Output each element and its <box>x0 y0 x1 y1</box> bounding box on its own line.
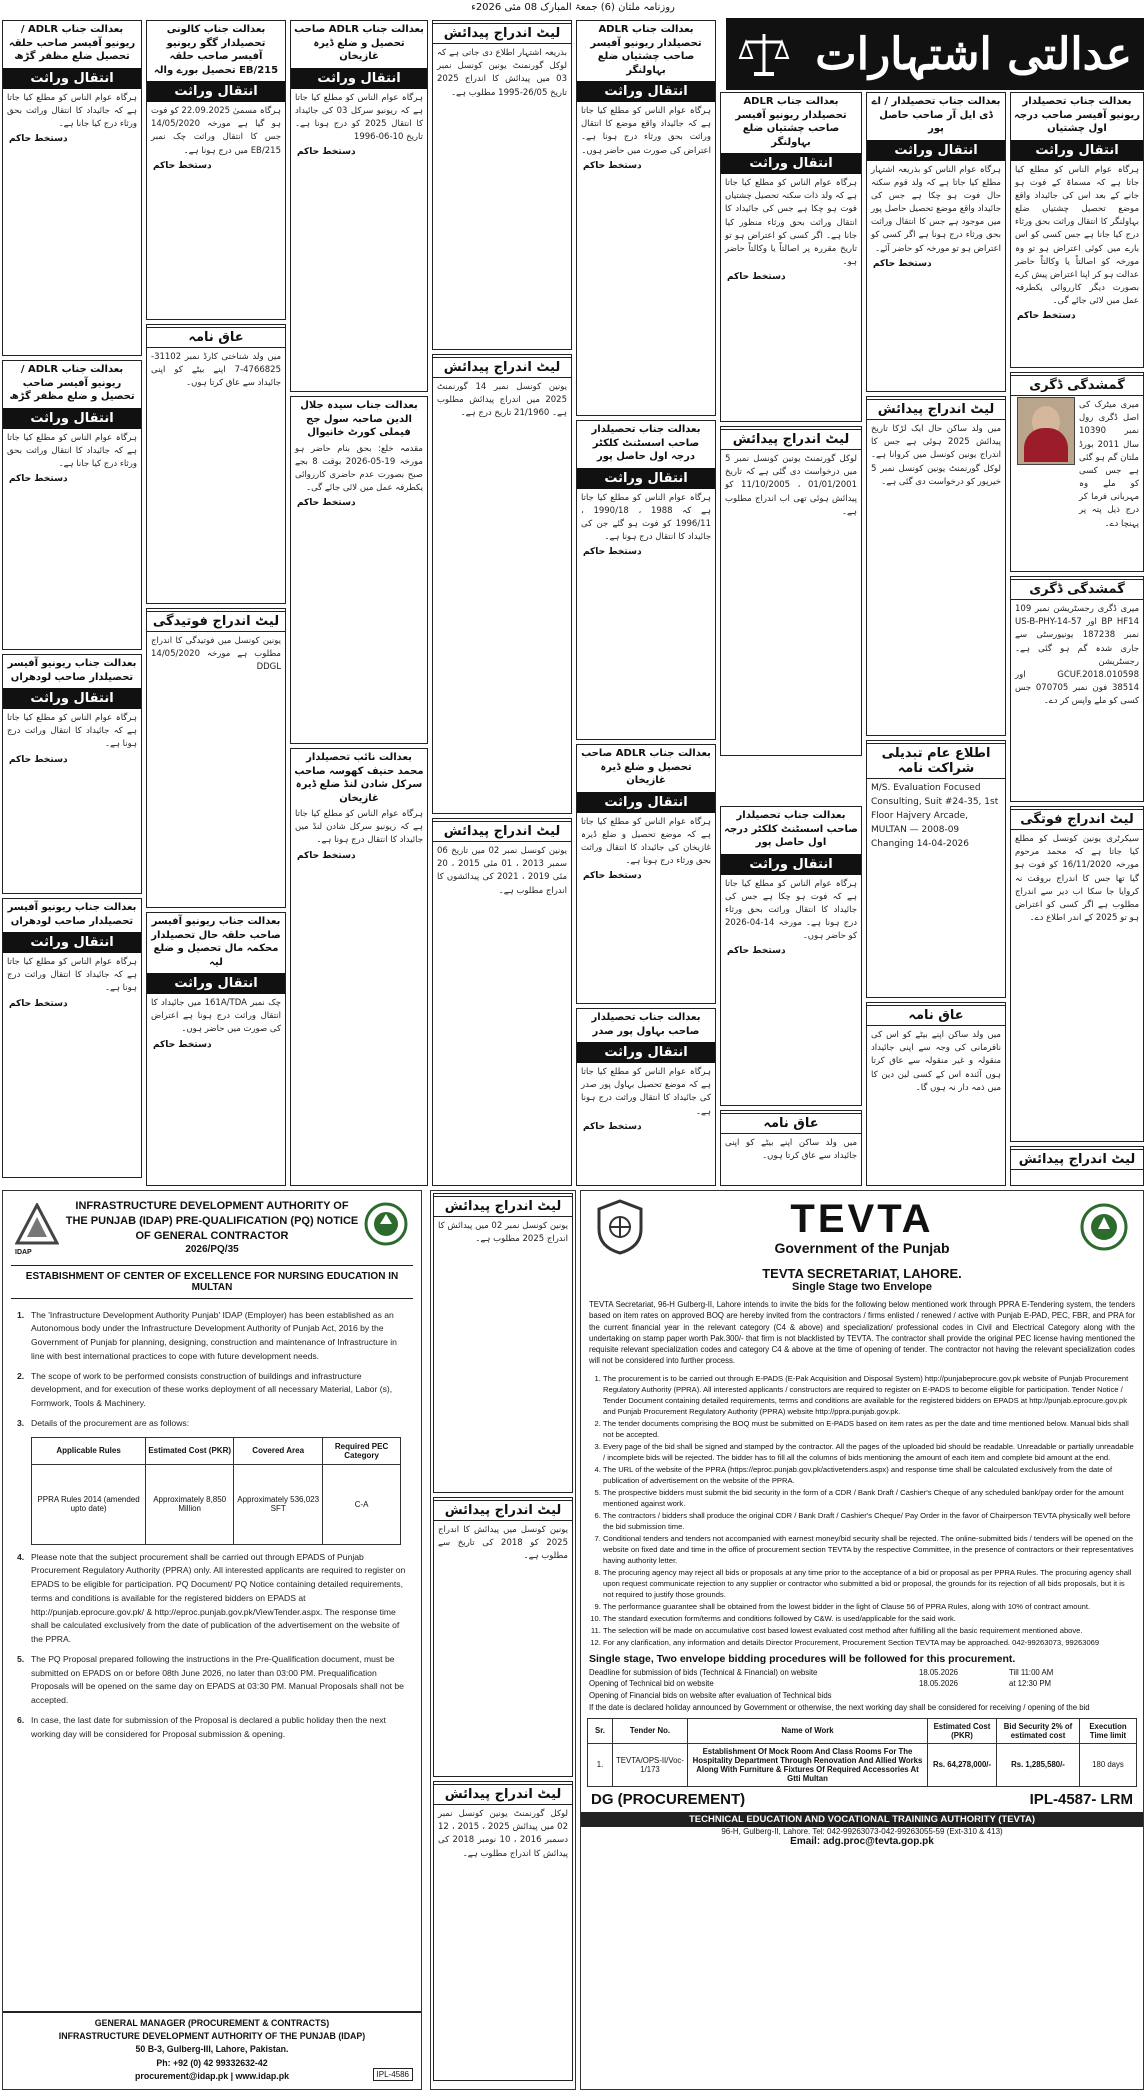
idap-logo-label: IDAP <box>15 1249 32 1256</box>
ad-body: ہرگاہ عوام الناس کو مطلع کیا جاتا ہے کہ جائیداد کا انتقال وراثت بحق ورثاء درج کیا جانا ہے۔ <box>7 92 137 129</box>
tevta-address: 96-H, Gulberg-II, Lahore. Tel: 042-99263073-042-99263055-59 (Ext-310 & 413) <box>721 1826 1003 1836</box>
table-cell: Establishment Of Mock Room And Class Rooms For The Hospitality Department Through Renovation And Allied Works Along With Furniture & Fixtures Of Required Accessories At Gtti Multan <box>688 1743 928 1786</box>
table-cell: Approximately 8,850 Million <box>146 1464 234 1544</box>
ad-heading: لیٹ اندراج فوتیدگی <box>147 611 285 632</box>
ad-court: بعدالت جناب ریونیو آفیسر تحصیلدار صاحب لودھراں <box>7 658 137 683</box>
idap-para-5: 5. The PQ Proposal prepared following the instructions in the Pre-Qualification document, must be submitted on EPADS on or before 08th June 2026, no later than 03:00 PM. Prequalification Proposals will be opened on the same day on EPADS at 03:30 PM. Manual Proposals shall not be accepted. <box>17 1653 404 1706</box>
idap-notice-number: 2026/PQ/35 <box>185 1243 239 1255</box>
tevta-signatory <box>591 1791 1133 1808</box>
legal-ad <box>576 744 716 1004</box>
ad-signature: دستخط حاکم <box>9 474 68 485</box>
table-header: Bid Security 2% of estimated cost <box>997 1718 1080 1743</box>
missing-person-photo <box>1017 397 1075 465</box>
ad-court: بعدالت جناب ریونیو آفیسر تحصیلدار صاحب لودھراں <box>7 902 137 927</box>
legal-ad <box>1010 576 1144 802</box>
ad-heading: عاق نامہ <box>147 327 285 348</box>
legal-ad <box>2 1180 142 1188</box>
table-cell: 1. <box>588 1743 613 1786</box>
ad-court: بعدالت نائب تحصیلدار محمد حنیف کھوسہ صاحب سرکل شادن لنڈ ضلع ڈیرہ غازیخان <box>294 752 424 804</box>
ad-court: بعدالت جناب تحصیلدار صاحب بہاول پور صدر <box>591 1012 701 1037</box>
ad-court: بعدالت جناب تحصیلدار ریونیو آفیسر صاحب درجہ اول چشتیاں <box>1014 96 1140 134</box>
table-header: Execution Time limit <box>1080 1718 1137 1743</box>
legal-ad <box>2 20 142 356</box>
ad-court: بعدالت جناب تحصیلدار / اے ڈی ایل آر صاحب حاصل پور <box>871 96 1001 134</box>
ad-signature: دستخط حاکم <box>873 258 932 269</box>
legal-ad <box>720 806 862 1106</box>
punjab-govt-emblem-icon <box>1079 1199 1129 1255</box>
legal-ad <box>146 324 286 604</box>
ad-body: میں ولد ساکن اپنے بیٹے کو اس کی نافرمانی کی وجہ سے اپنی جائیداد منقولہ و غیر منقولہ سے عاق کرتا ہوں آئندہ اس کے کسی لین دین کا میں ذمہ دار نہ ہوں گا۔ <box>871 1030 1001 1093</box>
idap-para-4-text: Please note that the subject procurement shall be carried out through EPADS of Punjab Procurement Regulatory Authority (PPRA) only. All interested applicants are required to register on EPADS to be eligible for participation. PQ Document/ PQ Notice containing detailed requirements, terms and conditions is available for the registered bidders on EPADS at http://punjab.eprocure.gov.pk/ & http://eproc.punjab.gov.pk/ViewTender.aspx. The response time shall be calculated exclusively from the date of publication of the advertisement on the website of the PPRA. <box>31 1551 406 1645</box>
legal-ad <box>2 898 142 1178</box>
tevta-ipl-code: IPL-4587- LRM <box>1029 1790 1133 1808</box>
banner-title: عدالتی اشتہارات <box>815 28 1132 80</box>
ad-body: ہرگاہ عوام الناس کو مطلع کیا جاتا ہے کہ جائیداد واقع موضع کا انتقال وراثت بحق ورثاء درج ہونا ہے۔ اعتراض کی صورت میں حاضر ہوں۔ <box>581 106 711 156</box>
list-item: 8. The procuring agency may reject all bids or proposals at any time prior to the acceptance of a bid or proposal as per PPRA Rules. The procuring agency shall upon request communicate rejection to any supplier or contractor who submitted a bid or proposal, the grounds for its rejection of all bids proposals, but it is not required to justify those grounds. <box>603 1567 1135 1600</box>
list-item: 6. The contractors / bidders shall produce the original CDR / Bank Draft / Cashier's Cheque/ Pay Order in the favor of Chairperson TEVTA physically well before the bid submission time. <box>603 1510 1135 1532</box>
ad-signature: دستخط حاکم <box>153 160 212 171</box>
ad-court: بعدالت جناب ADLR صاحب تحصیل و ضلع ڈیرہ غازیخان <box>581 748 711 786</box>
legal-ad <box>2 360 142 650</box>
list-item: 9. The performance guarantee shall be obtained from the lowest bidder in the light of Clause 56 of PPRA Rules, along with 10% of contract amount. <box>603 1601 1135 1612</box>
ad-signature: دستخط حاکم <box>297 147 356 158</box>
table-header: Required PEC Category <box>323 1437 401 1464</box>
table-header: Covered Area <box>234 1437 323 1464</box>
ad-court: بعدالت جناب ADLR تحصیلدار ریونیو آفیسر صاحب چشتیاں ضلع بہاولنگر <box>590 24 702 76</box>
legal-ad <box>433 1193 573 1493</box>
ad-signature: دستخط حاکم <box>583 547 642 558</box>
tevta-conditions-list <box>603 1373 1135 1648</box>
legal-ad <box>432 354 572 814</box>
middle-ads-column <box>430 1190 576 2090</box>
ad-heading: لیٹ اندراج پیدائش <box>1011 1149 1143 1170</box>
ad-signature: دستخط حاکم <box>297 850 356 861</box>
ad-body: ہرگاہ عوام الناس کو مطلع کیا جاتا ہے کہ جائیداد کا انتقال وراثت درج ہونا ہے۔ <box>7 957 137 994</box>
table-cell: C-A <box>323 1464 401 1544</box>
ad-heading: لیٹ اندراج پیدائش <box>433 821 571 842</box>
schedule-label: Deadline for submission of bids (Technical & Financial) on website <box>589 1667 818 1677</box>
ad-heading: لیٹ اندراج پیدائش <box>434 1196 572 1217</box>
ad-body: M/S. Evaluation Focused Consulting, Suit #24-35, 1st Floor Hajvery Arcade, MULTAN — 2008-09 Changing 14-04-2026 <box>871 783 999 849</box>
legal-ad <box>146 608 286 908</box>
ad-body: ہرگاہ عوام الناس کو مطلع کیا جاتا ہے کہ جائیداد کا انتقال وراثت درج ہونا ہے۔ <box>7 713 137 750</box>
table-cell: PPRA Rules 2014 (amended upto date) <box>32 1464 146 1544</box>
schedule-time: at 12:30 PM <box>1009 1679 1052 1689</box>
court-ads-banner <box>726 18 1144 90</box>
idap-logo-icon <box>15 1203 59 1247</box>
idap-footer-line: Ph: +92 (0) 42 99332632-42 <box>156 2057 268 2068</box>
ad-body: میں ولد ساکن اپنے بیٹے کو اپنی جائیداد سے عاق کرتا ہوں۔ <box>725 1138 857 1162</box>
ad-body: ہرگاہ عوام الناس کو مطلع کیا جاتا ہے کہ ریونیو سرکل 03 کی جائیداد کا انتقال 2025 کو درج ہونا ہے۔ تاریخ 10-06-1996 <box>295 92 423 143</box>
idap-footer-contact[interactable]: procurement@idap.pk | www.idap.pk <box>135 2070 289 2081</box>
legal-ad <box>866 1002 1006 1186</box>
tevta-intro: TEVTA Secretariat, 96-H Gulberg-II, Lahore intends to invite the bids for the following below mentioned work through PPRA E-Tendering system, the tenders based on item rates on approved BOQ are hereby invited from the contractors / firms enlisted / renewed / active with Punjab E-PAD, PEC, FBR, and PRA for the current financial year in the relevant category (C4 & above) and specialization/ professional codes in Civil and Electrical Category along with the undertaking on stamp paper worth Pak.300/- that firm is not blacklisted by TEVTA. The contractor shall provide the original PEC license having mentioned the requisite relevant specialization codes and category C4 & above at the time of opening of tender. The contractor not having the relevant specialization codes will not be considered into further process. <box>589 1300 1135 1366</box>
ad-signature: دستخط حاکم <box>727 272 786 283</box>
legal-ad <box>866 92 1006 392</box>
tevta-tender-notice <box>580 1190 1144 2090</box>
ad-body: ہرگاہ عوام الناس کو بذریعہ اشتہار مطلع کیا جاتا ہے کہ ولد قوم سکنہ حال فوت ہو چکا ہے جس کی جائیداد واقع موضع تحصیل حاصل پور میں موجود ہے جس کا انتقال وراثت بحق ورثاء درج ہونا ہے اگر کسی کو اعتراض ہو تو مورخہ کو حاضر آئے۔ <box>871 164 1001 254</box>
ad-body: میں ولد ساکن حال ایک لڑکا تاریخ پیدائش 2025 ہوئی ہے جس کا اندراج یونین کونسل میں کروانا ہے۔ لوکل گورنمنٹ یونین کونسل نمبر 5 خیرپور کو درخواست دی گئی ہے۔ <box>871 424 1001 487</box>
ad-body: ہرگاہ عوام الناس کو مطلع کیا جاتا ہے کہ مسماۃ کے فوت ہو جانے کے بعد اس کی جائیداد واقع موضع تحصیل چشتیاں ضلع بہاولنگر کا انتقال وراثت بحق ورثاء درج کیا جانا ہے جس کسی کو اس بارے میں کوئی اعتراض ہو تو وہ مورخہ کو اصالتاً یا وکالتاً حاضر عدالت ہو کر اپنا اعتراض پیش کرے بصورت دیگر کارروائی یکطرفہ عمل میں لائی جائے گی۔ <box>1015 164 1139 307</box>
legal-ad <box>576 20 716 416</box>
ad-court: بعدالت جناب کالونی تحصیلدار گگو ریونیو آفیسر صاحب حلقہ 215/EB تحصیل بورے والہ <box>153 24 279 76</box>
schedule-time: Till 11:00 AM <box>1009 1667 1054 1677</box>
ad-body: ہرگاہ عوام الناس کو مطلع کیا جاتا ہے کہ ولد ذات سکنہ تحصیل چشتیاں فوت ہو چکا ہے جس کی جائیداد کا انتقال وراثت بحق ورثاء منظور کیا جانا ہے۔ اگر کسی کو اعتراض ہو تو تاریخ مقررہ پر اصالتاً یا وکالتاً حاضر ہو۔ <box>725 178 857 268</box>
ad-heading: انتقال وراثت <box>147 81 285 102</box>
list-item: 11. The selection will be made on accumulative cost based lowest evaluated cost method after fulfilling all the basic requirement mentioned above. <box>603 1625 1135 1636</box>
tevta-government: Government of the Punjab <box>774 1240 950 1256</box>
list-item: 10. The standard execution form/terms and conditions followed by C&W. is used/applicable for the said work. <box>603 1613 1135 1624</box>
ad-heading: عاق نامہ <box>867 1005 1005 1026</box>
legal-ad <box>720 1110 862 1186</box>
ad-heading: انتقال وراثت <box>577 81 715 102</box>
ad-body: یونین کونسل میں فوتیدگی کا اندراج مطلوب ہے مورخہ 14/05/2020 DDGL <box>151 636 281 673</box>
schedule-label: Opening of Financial bids on website after evaluation of Technical bids <box>589 1691 832 1701</box>
ad-signature: دستخط حاکم <box>9 134 68 145</box>
tevta-schedule <box>589 1667 1135 1714</box>
ad-body: یونین کونسل نمبر 14 گورنمنٹ 2025 میں اندراج پیدائش مطلوب ہے۔ 21/1960 تاریخ درج ہے۔ <box>437 382 568 419</box>
idap-para-2-text: The scope of work to be performed consists construction of buildings and infrastructure development, and for execution of these works deployment of all necessary Material, Labor (s), Formwork, Tools & Machinery. <box>31 1370 393 1409</box>
idap-footer <box>3 2011 421 2089</box>
ad-body: یونین کونسل میں پیدائش کا اندراج 2025 کو 2018 کی تاریخ سے مطلوب ہے۔ <box>438 1525 568 1562</box>
schedule-note: If the date is declared holiday announced by Government or otherwise, the next working day shall be considered for receiving / opening of the bid <box>589 1702 1090 1712</box>
ad-court: بعدالت جناب ADLR صاحب تحصیل و ضلع ڈیرہ غازیخان <box>294 24 424 62</box>
idap-para-3-text: Details of the procurement are as follows: <box>31 1417 190 1428</box>
legal-ad <box>432 818 572 1186</box>
table-header: Estimated Cost (PKR) <box>146 1437 234 1464</box>
ad-heading: انتقال وراثت <box>867 140 1005 161</box>
tevta-tender-table <box>587 1718 1137 1787</box>
table-cell: Rs. 64,278,000/- <box>928 1743 997 1786</box>
idap-para-4: 4. Please note that the subject procurement shall be carried out through EPADS of Punjab Procurement Regulatory Authority (PPRA) only. All interested applicants are required to register on EPADS to be eligible for participation. PQ Document/ PQ Notice containing detailed requirements, terms and conditions is available for the registered bidders on EPADS at http://punjab.eprocure.gov.pk/ & http://eproc.punjab.gov.pk/ViewTender.aspx. The response time shall be calculated exclusively from the date of publication of the advertisement on the website of the PPRA. <box>17 1551 406 1645</box>
ad-court: بعدالت جناب تحصیلدار صاحب اسسٹنٹ کلکٹر درجہ اول حاصل پور <box>724 810 858 848</box>
legal-ad <box>290 20 428 392</box>
ad-heading: عاق نامہ <box>721 1113 861 1134</box>
table-header: Name of Work <box>688 1718 928 1743</box>
legal-ad <box>433 1497 573 1777</box>
legal-ad <box>146 912 286 1186</box>
list-item: 4. The URL of the website of the PPRA (https://eproc.punjab.gov.pk/activetenders.aspx) and response time shall be calculated exclusively from the date of publication of advertisement on the website of the PPRA. <box>603 1464 1135 1486</box>
ad-heading: اطلاع عام تبدیلی شراکت نامہ <box>867 743 1005 779</box>
ad-heading: گمشدگی ڈگری <box>1011 579 1143 600</box>
ad-signature: دستخط حاکم <box>9 754 68 765</box>
table-header: Estimated Cost (PKR) <box>928 1718 997 1743</box>
idap-procurement-table <box>31 1437 401 1545</box>
ad-heading: انتقال وراثت <box>577 792 715 813</box>
ad-heading: لیٹ اندراج پیدائش <box>433 357 571 378</box>
scales-of-justice-icon <box>738 28 790 80</box>
ad-heading: لیٹ اندراج پیدائش <box>433 23 571 44</box>
idap-ipl-code: IPL-4586 <box>373 2068 413 2081</box>
idap-para-6: 6. In case, the last date for submission of the Proposal is declared a public holiday then the next working day will be considered for Proposal submission & opening. <box>17 1714 386 1739</box>
ad-heading: لیٹ اندراج پیدائش <box>434 1784 572 1805</box>
ad-body: ہرگاہ مسمیٰ 22.09.2025 کو فوت ہو گیا ہے مورخہ 14/05/2020 جس کا انتقال وراثت چک نمبر 215/EB میں درج ہونا ہے۔ <box>151 106 281 156</box>
schedule-date: 18.05.2026 <box>919 1679 959 1689</box>
schedule-row <box>589 1678 1135 1690</box>
list-item: 12. For any clarification, any information and details Director Procurement, Procurement Section TEVTA may be approached. 042-99263073, 99263069 <box>603 1637 1135 1648</box>
ad-body: میں ولد شناختی کارڈ نمبر 31102-4766825-7 اپنے بیٹے کو اپنی جائیداد سے عاق کرتا ہوں۔ <box>151 352 281 389</box>
legal-ad <box>290 396 428 744</box>
legal-ad <box>432 20 572 350</box>
ad-body: ہرگاہ عوام الناس کو مطلع کیا جاتا ہے کہ موضع تحصیل بہاول پور صدر کی جائیداد کا انتقال وراثت درج ہونا ہے۔ <box>581 1067 711 1117</box>
ad-court: بعدالت جناب ADLR / ریونیو آفیسر صاحب تحصیل و ضلع مظفر گڑھ <box>9 364 135 402</box>
schedule-row <box>589 1667 1135 1679</box>
ad-heading: لیٹ اندراج فوتگی <box>1011 809 1143 830</box>
newspaper-dateline: روزنامہ ملتان (6) جمعۃ المبارک 08 مئی 2026ء <box>471 2 675 13</box>
legal-ad <box>146 20 286 320</box>
ad-body: ہرگاہ عوام الناس کو مطلع کیا جاتا ہے کہ موضع تحصیل و ضلع ڈیرہ غازیخان کی جائیداد کا انتقال وراثت بحق ورثاء درج ہونا ہے۔ <box>581 816 711 867</box>
legal-ad <box>1010 1146 1144 1186</box>
idap-para-2: 2. The scope of work to be performed consists construction of buildings and infrastructure development, and for execution of these works deployment of all necessary Material, Labor (s), Formwork, Tools & Machinery. <box>17 1370 393 1409</box>
tevta-procedure-heading: Single stage, Two envelope bidding procedures will be followed for this procurement. <box>589 1652 1016 1665</box>
ad-body: ہرگاہ عوام الناس کو مطلع کیا جاتا ہے کہ ریونیو سرکل شادن لنڈ میں جائیداد کا انتقال درج ہونا ہے۔ <box>295 809 423 846</box>
ad-court: بعدالت جناب ADLR / ریونیو آفیسر صاحب حلقہ تحصیل ضلع مظفر گڑھ <box>8 24 136 62</box>
ad-court: بعدالت جناب ADLR تحصیلدار ریونیو آفیسر صاحب چشتیاں ضلع بہاولنگر <box>735 96 847 148</box>
ad-heading: لیٹ اندراج پیدائش <box>721 429 861 450</box>
list-item: 5. The prospective bidders must submit the bid security in the form of a CDR / Bank Draft / Cashier's Cheque of any scheduled bank/pay order for the amount mentioned against work. <box>603 1487 1135 1509</box>
list-item: 2. The tender documents comprising the BOQ must be submitted on E-PADS based on item rates as per the date and time mentioned below. Manual bids shall not be accepted. <box>603 1418 1135 1440</box>
idap-para-6-text: In case, the last date for submission of the Proposal is declared a public holiday then the next working day will be considered for Proposal submission & opening. <box>31 1714 386 1739</box>
tevta-secretariat: TEVTA SECRETARIAT, LAHORE. <box>762 1266 962 1281</box>
table-cell: TEVTA/OPS-II/Voc-1/173 <box>613 1743 688 1786</box>
ad-signature: دستخط حاکم <box>1017 311 1076 322</box>
schedule-row <box>589 1690 1135 1702</box>
tevta-dg: DG (PROCUREMENT) <box>591 1790 746 1808</box>
legal-ad <box>290 748 428 1186</box>
idap-para-5-text: The PQ Proposal prepared following the instructions in the Pre-Qualification document, must be submitted on EPADS on or before 08th June 2026, no later than 03:00 PM. Prequalification Proposals will be opened on the same day on EPADS at 03:30 PM. Manual Proposals shall not be accepted. <box>31 1653 404 1706</box>
list-item: 7. Conditional tenders and tenders not accompanied with earnest money/bid security shall be rejected. The online-submitted bids / tenders will be opened on the website on fixed date and time in the office of procurement section TEVTA by the respective Committee, in the presence of contractors or their representatives having authority letter. <box>603 1533 1135 1566</box>
legal-ad <box>1010 92 1144 368</box>
schedule-date: 18.05.2026 <box>919 1667 959 1677</box>
ad-heading: انتقال وراثت <box>291 68 427 89</box>
legal-ad <box>576 420 716 740</box>
tevta-footer-band: TECHNICAL EDUCATION AND VOCATIONAL TRAINING AUTHORITY (TEVTA) <box>581 1812 1143 1827</box>
punjab-govt-emblem-icon <box>363 1201 409 1247</box>
ad-body: چک نمبر 161A/TDA میں جائیداد کا انتقال وراثت درج ہونا ہے اعتراض کی صورت میں حاضر ہوں۔ <box>151 998 281 1035</box>
ad-heading: انتقال وراثت <box>3 408 141 429</box>
legal-ad <box>2 654 142 894</box>
tevta-brand: TEVTA <box>790 1197 934 1241</box>
ad-signature: دستخط حاکم <box>9 998 68 1009</box>
idap-footer-line: GENERAL MANAGER (PROCUREMENT & CONTRACTS) <box>94 2018 330 2029</box>
legal-ad <box>1010 372 1144 572</box>
idap-para-3: 3. Details of the procurement are as follows: <box>17 1417 190 1428</box>
tevta-email[interactable]: Email: adg.proc@tevta.gop.pk <box>790 1835 934 1847</box>
schedule-label: Opening of Technical bid on website <box>589 1679 714 1689</box>
table-cell: 180 days <box>1080 1743 1137 1786</box>
table-header: Sr. <box>588 1718 613 1743</box>
ad-body: لوکل گورنمنٹ یونین کونسل نمبر 02 میں پیدائش 2025 ، 2015 ، 12 دسمبر 2016 ، 10 نومبر 2018 کی پیدائش کا اندراج مطلوب ہے۔ <box>438 1809 568 1859</box>
tevta-envelope-type: Single Stage two Envelope <box>792 1281 932 1293</box>
ad-signature: دستخط حاکم <box>583 160 642 171</box>
idap-footer-line: INFRASTRUCTURE DEVELOPMENT AUTHORITY OF THE PUNJAB (IDAP) <box>58 2031 366 2042</box>
ad-heading: انتقال وراثت <box>577 1042 715 1063</box>
ad-signature: دستخط حاکم <box>583 871 642 882</box>
ad-heading: انتقال وراثت <box>721 153 861 174</box>
idap-pq-notice <box>2 1190 422 2090</box>
ad-heading: انتقال وراثت <box>577 468 715 489</box>
ad-signature: دستخط حاکم <box>297 498 356 509</box>
ad-body: میری میٹرک کی اصل ڈگری رول نمبر 10390 سال 2011 بورڈ ملتان گم ہو گئی ہے جس کسی کو ملے وہ مہربانی فرما کر درج ذیل پتہ پر پہنچا دے۔ <box>1079 400 1139 529</box>
idap-para-1: 1. The 'Infrastructure Development Authority Punjab' IDAP (Employer) has been established as an Autonomous body under the Infrastructure Development Authority of Punjab Act, 2016 by the Government of Punjab for planning, designing, construction and maintenance of Infrastructure in line with best international practices to cope with future development needs. <box>17 1309 397 1361</box>
list-item: 1. The procurement is to be carried out through E-PADS (E-Pak Acquisition and Disposal System) http://punjabeprocure.gov.pk website of Punjab Procurement Regulatory Authority (PPRA). All interested applicants / constructors are required to register on E-PADS to become eligible for participation. Tender Notice / Tender Document containing detailed requirements, terms and conditions are available for the registered bidders on EPADS at http://punjab.eprocure.gov.pk and Punjab Procurement Regulatory Authority (PPRA) website http://ppra.punjab.gov.pk. <box>603 1373 1135 1417</box>
ad-heading: انتقال وراثت <box>147 973 285 994</box>
legal-ad <box>576 1008 716 1186</box>
ad-body: بذریعہ اشتہار اطلاع دی جاتی ہے کہ لوکل گورنمنٹ یونین کونسل نمبر 03 میں پیدائش کا اندراج 2025 تاریخ 26/05-1995 مطلوب ہے۔ <box>437 48 567 98</box>
table-header: Applicable Rules <box>32 1437 146 1464</box>
ad-body: یونین کونسل نمبر 02 میں تاریخ 06 سمبر 2013 ، 01 مئی 2015 ، 20 مئی 2019 ، 2021 کی پیدائشوں کا اندراج مطلوب ہے۔ <box>437 846 568 896</box>
ad-heading: انتقال وراثت <box>721 854 861 875</box>
table-cell: Approximately 536,023 SFT <box>234 1464 323 1544</box>
ad-heading: لیٹ اندراج پیدائش <box>434 1500 572 1521</box>
legal-ad <box>866 396 1006 736</box>
legal-ad <box>866 740 1006 998</box>
ad-court: بعدالت جناب سیدہ جلال الدین صاحبہ سول جج فیملی کورٹ خانیوال <box>300 400 418 438</box>
ad-signature: دستخط حاکم <box>153 1039 212 1050</box>
legal-ad <box>1010 806 1144 1142</box>
ad-body: لوکل گورنمنٹ یونین کونسل نمبر 5 میں درخواست دی گئی ہے کہ تاریخ 01/01/2001 ، 11/10/2005 کو پیدائش ہوئی تھی اب اندراج مطلوب ہے۔ <box>725 454 857 517</box>
ad-heading: گمشدگی ڈگری <box>1011 375 1143 396</box>
ad-signature: دستخط حاکم <box>727 946 786 957</box>
ad-body: یونین کونسل نمبر 02 میں پیدائش کا اندراج 2025 مطلوب ہے۔ <box>438 1221 568 1245</box>
idap-footer-line: 50 B-3, Gulberg-III, Lahore, Pakistan. <box>135 2044 289 2055</box>
ad-court: بعدالت جناب تحصیلدار صاحب اسسٹنٹ کلکٹر درجہ اول حاصل پور <box>591 424 701 462</box>
ad-heading: انتقال وراثت <box>1011 140 1143 161</box>
legal-ad <box>720 92 862 422</box>
idap-title: INFRASTRUCTURE DEVELOPMENT AUTHORITY OF THE PUNJAB (IDAP) PRE-QUALIFICATION (PQ) NOTICE OF GENERAL CONTRACTOR <box>65 1200 359 1242</box>
legal-ad <box>433 1781 573 2081</box>
table-cell: Rs. 1,285,580/- <box>997 1743 1080 1786</box>
ad-heading: انتقال وراثت <box>3 688 141 709</box>
ad-heading: انتقال وراثت <box>3 68 141 89</box>
ad-body: ہرگاہ عوام الناس کو مطلع کیا جاتا ہے کہ فوت ہو چکا ہے جس کی جائیداد کا انتقال وراثت بحق ورثاء درج ہونا ہے۔ مورخہ 14-04-2026 کو حاضر ہوں۔ <box>725 878 857 942</box>
tevta-logo-icon <box>595 1199 645 1255</box>
ad-body: میری ڈگری رجسٹریشن نمبر 109 BP HF14 اور 57-US-B-PHY-14 نمبر 187238 یونیورسٹی سے جاری شدہ گم ہو گئی ہے۔ رجسٹریشن 010598.GCUF.2018 اور 38514 فون نمبر 070705 جس کسی کو ملے واپس کر دے۔ <box>1015 604 1139 707</box>
legal-ad <box>720 426 862 756</box>
ad-body: سیکرٹری یونین کونسل کو مطلع کیا جاتا ہے کہ محمد مرحوم مورخہ 16/11/2020 کو فوت ہو گیا تھا جس کا اندراج بروقت نہ کروایا جا سکا اب دیر سے اندراج مطلوب ہے اگر کسی کو اعتراض ہو تو 2025 کے اندر اطلاع دے۔ <box>1015 834 1139 924</box>
idap-project-title: ESTABISHMENT OF CENTER OF EXCELLENCE FOR NURSING EDUCATION IN MULTAN <box>11 1265 413 1299</box>
ad-court: بعدالت جناب ریونیو آفیسر صاحب حلقہ حال تحصیلدار محکمہ مال تحصیل و ضلع لیہ <box>151 916 281 968</box>
ad-signature: دستخط حاکم <box>583 1121 642 1132</box>
table-header: Tender No. <box>613 1718 688 1743</box>
ad-heading: لیٹ اندراج پیدائش <box>867 399 1005 420</box>
list-item: 3. Every page of the bid shall be signed and stamped by the contractor. All the pages of the uploaded bid should be readable. Unreadable or partially unreadable / incomplete bids will be rejected. The bidder has to fill all the columns of bids mentioning the amount of each item and complete bid amount at the end. <box>603 1441 1135 1463</box>
ad-body: مقدمہ خلع: بحق بنام حاضر ہو مورخہ 19-05-2026 بوقت 8 بجے صبح بصورت عدم حاضری کارروائی یکطرفہ عمل میں لائی جائے گی۔ <box>295 443 423 494</box>
idap-para-1-text: The 'Infrastructure Development Authority Punjab' IDAP (Employer) has been established as an Autonomous body under the Infrastructure Development Authority of Punjab Act, 2016 by the Government of Punjab for planning, designing, construction and maintenance of Infrastructure in line with best international practices to cope with future development needs. <box>31 1309 397 1361</box>
ad-heading: انتقال وراثت <box>3 932 141 953</box>
ad-body: ہرگاہ عوام الناس کو مطلع کیا جاتا ہے کہ جائیداد کا انتقال وراثت بحق ورثاء درج کیا جانا ہے۔ <box>7 432 137 469</box>
ad-body: ہرگاہ عوام الناس کو مطلع کیا جاتا ہے کہ 1988 ، 1990/18 ، 1996/11 کو فوت ہو گئے جن کی جائیداد کا انتقال درج ہونا ہے۔ <box>581 492 711 543</box>
